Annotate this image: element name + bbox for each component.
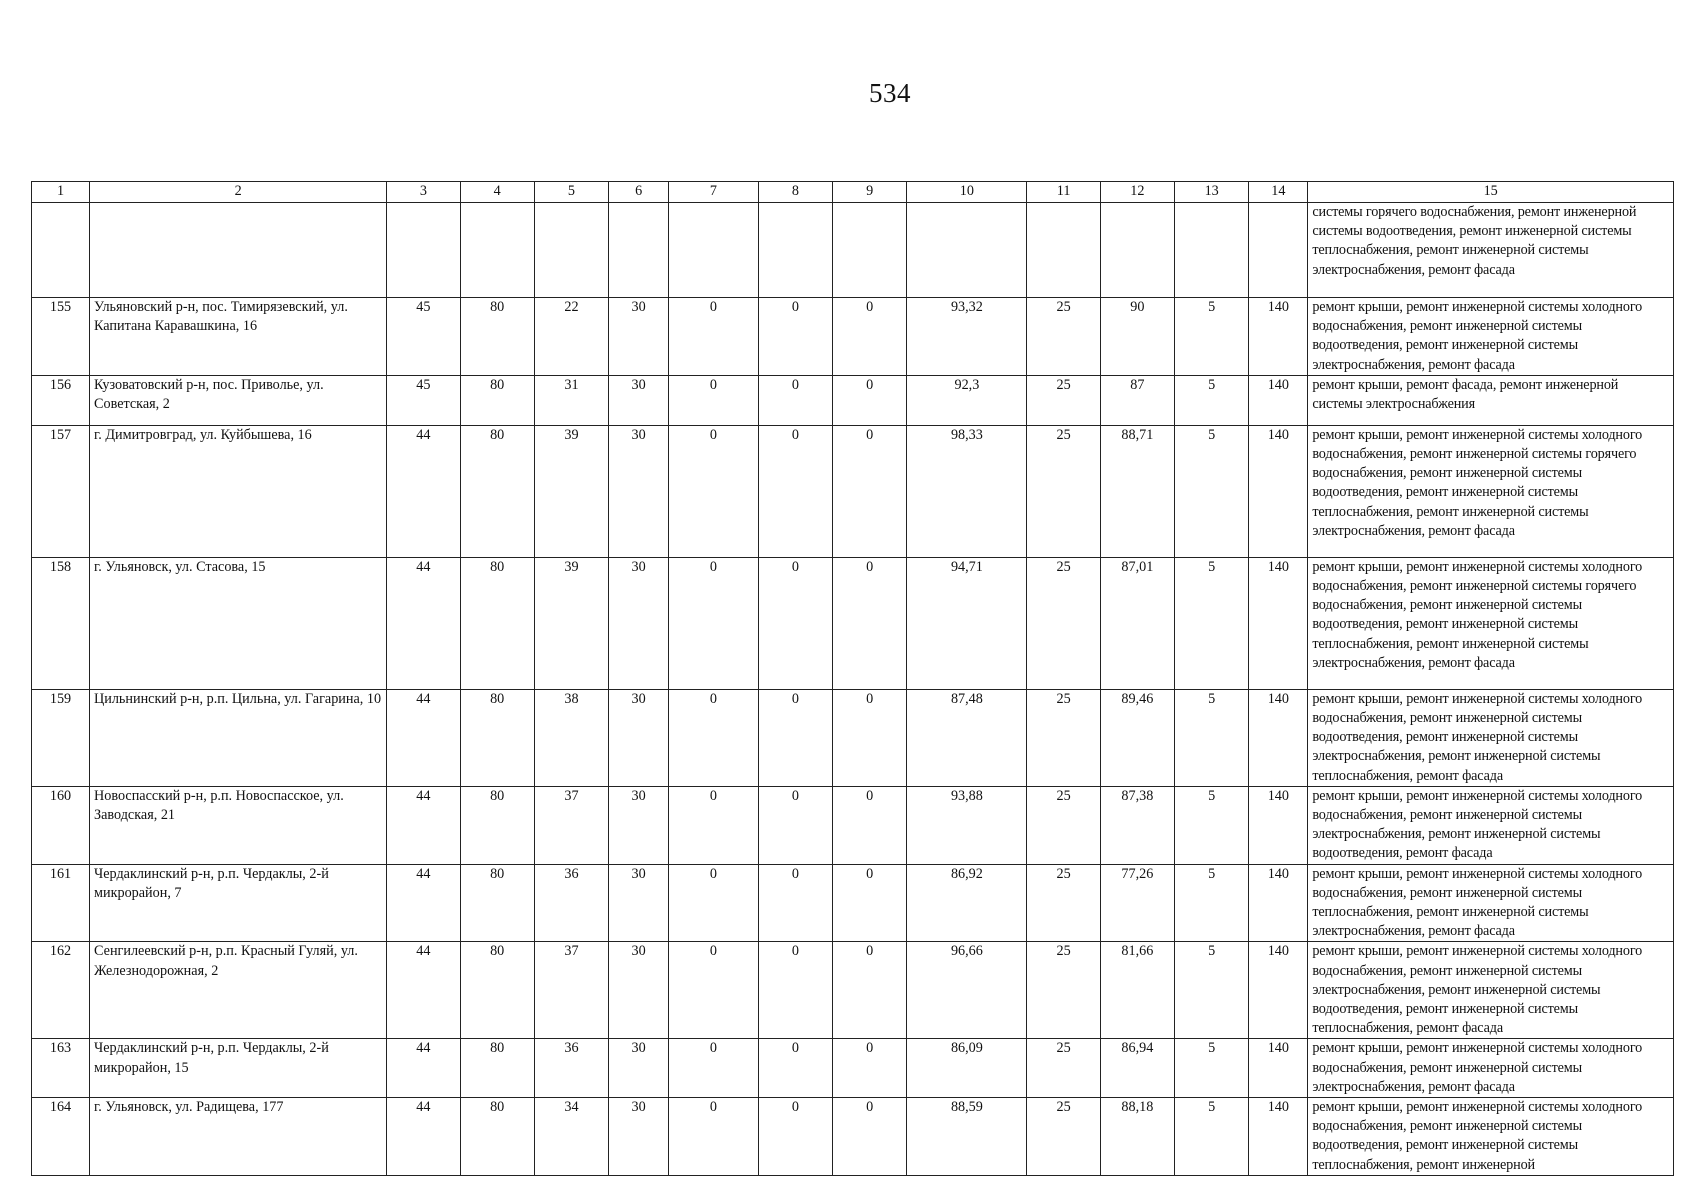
table-row — [32, 942, 1674, 1039]
table-cell: 140 — [1249, 1098, 1308, 1176]
table-cell: 94,71 — [907, 557, 1027, 689]
table-cell: 140 — [1249, 689, 1308, 786]
table-cell: 36 — [534, 864, 608, 942]
table-cell: 30 — [609, 298, 669, 376]
table-cell: 0 — [669, 425, 759, 557]
table-cell: 5 — [1175, 557, 1249, 689]
table-cell — [1027, 203, 1100, 298]
table-cell: 140 — [1249, 1039, 1308, 1098]
column-header: 8 — [758, 182, 832, 203]
table-cell: 0 — [669, 557, 759, 689]
table-cell: 87,48 — [907, 689, 1027, 786]
table-cell — [460, 203, 534, 298]
table-row — [32, 298, 1674, 376]
address-cell: Новоспасский р-н, р.п. Новоспасское, ул. Заводская, 21 — [90, 786, 387, 864]
table-cell: 25 — [1027, 864, 1100, 942]
table-cell: 87,38 — [1100, 786, 1174, 864]
table-cell: 81,66 — [1100, 942, 1174, 1039]
table-cell: 80 — [460, 942, 534, 1039]
table-cell: 30 — [609, 1098, 669, 1176]
table-cell: 77,26 — [1100, 864, 1174, 942]
table-cell: 88,59 — [907, 1098, 1027, 1176]
address-cell: Кузоватовский р-н, пос. Приволье, ул. Советская, 2 — [90, 375, 387, 425]
table-cell: 30 — [609, 375, 669, 425]
table-cell: 93,88 — [907, 786, 1027, 864]
table-cell: 80 — [460, 557, 534, 689]
repair-works-cell: ремонт крыши, ремонт инженерной системы холодного водоснабжения, ремонт инженерной системы водоотведения, ремонт инженерной системы электроснабжения, ремонт фасада — [1308, 298, 1674, 376]
table-cell: 5 — [1175, 942, 1249, 1039]
repair-works-cell: ремонт крыши, ремонт инженерной системы холодного водоснабжения, ремонт инженерной системы теплоснабжения, ремонт инженерной системы электроснабжения, ремонт фасада — [1308, 864, 1674, 942]
table-cell: 0 — [669, 1098, 759, 1176]
repair-works-cell: ремонт крыши, ремонт фасада, ремонт инженерной системы электроснабжения — [1308, 375, 1674, 425]
table-row — [32, 689, 1674, 786]
table-cell: 80 — [460, 689, 534, 786]
address-cell: Цильнинский р-н, р.п. Цильна, ул. Гагарина, 10 — [90, 689, 387, 786]
table-body — [32, 203, 1674, 1176]
row-number-cell: 159 — [32, 689, 90, 786]
row-number-cell: 161 — [32, 864, 90, 942]
table-cell: 25 — [1027, 298, 1100, 376]
column-header: 4 — [460, 182, 534, 203]
table-cell: 0 — [833, 1039, 907, 1098]
repair-works-cell: ремонт крыши, ремонт инженерной системы холодного водоснабжения, ремонт инженерной системы электроснабжения, ремонт инженерной системы водоотведения, ремонт инженерной системы теплоснабжения, ремонт фасада — [1308, 942, 1674, 1039]
repair-works-cell: ремонт крыши, ремонт инженерной системы холодного водоснабжения, ремонт инженерной системы горячего водоснабжения, ремонт инженерной системы водоотведения, ремонт инженерной системы теплоснабжения, ремонт инженерной системы электроснабжения, ремонт фасада — [1308, 425, 1674, 557]
table-cell: 0 — [833, 557, 907, 689]
table-cell: 0 — [669, 786, 759, 864]
row-number-cell: 163 — [32, 1039, 90, 1098]
address-cell: Сенгилеевский р-н, р.п. Красный Гуляй, ул. Железнодорожная, 2 — [90, 942, 387, 1039]
table-cell: 31 — [534, 375, 608, 425]
column-header: 14 — [1249, 182, 1308, 203]
table-cell: 87,01 — [1100, 557, 1174, 689]
table-cell: 44 — [387, 942, 460, 1039]
table-cell: 44 — [387, 864, 460, 942]
table-cell — [1175, 203, 1249, 298]
table-cell: 39 — [534, 557, 608, 689]
row-number-cell: 162 — [32, 942, 90, 1039]
row-number-cell: 160 — [32, 786, 90, 864]
table-cell — [833, 203, 907, 298]
column-header: 7 — [669, 182, 759, 203]
table-cell: 89,46 — [1100, 689, 1174, 786]
table-cell: 25 — [1027, 1039, 1100, 1098]
table-cell: 5 — [1175, 375, 1249, 425]
table-cell: 0 — [833, 942, 907, 1039]
table-cell: 0 — [758, 786, 832, 864]
table-cell: 140 — [1249, 298, 1308, 376]
table-cell: 5 — [1175, 1098, 1249, 1176]
address-cell: г. Димитровград, ул. Куйбышева, 16 — [90, 425, 387, 557]
table-cell: 0 — [669, 942, 759, 1039]
column-header: 9 — [833, 182, 907, 203]
address-cell: Чердаклинский р-н, р.п. Чердаклы, 2-й микрорайон, 15 — [90, 1039, 387, 1098]
table-cell: 80 — [460, 1098, 534, 1176]
column-header: 11 — [1027, 182, 1100, 203]
table-cell: 30 — [609, 786, 669, 864]
table-cell: 0 — [669, 298, 759, 376]
column-header: 12 — [1100, 182, 1174, 203]
table-cell — [32, 203, 90, 298]
table-cell: 25 — [1027, 786, 1100, 864]
table-cell: 5 — [1175, 298, 1249, 376]
table-row — [32, 557, 1674, 689]
table-cell — [90, 203, 387, 298]
table-cell: 140 — [1249, 425, 1308, 557]
table-cell: 30 — [609, 864, 669, 942]
table-cell: 5 — [1175, 425, 1249, 557]
table-cell: 92,3 — [907, 375, 1027, 425]
table-cell: 0 — [833, 375, 907, 425]
table-row — [32, 864, 1674, 942]
table-cell — [387, 203, 460, 298]
table-cell: 44 — [387, 1039, 460, 1098]
table-cell — [534, 203, 608, 298]
table-cell — [758, 203, 832, 298]
table-cell: 44 — [387, 1098, 460, 1176]
table-cell: 34 — [534, 1098, 608, 1176]
table-cell: 36 — [534, 1039, 608, 1098]
table-cell: 80 — [460, 1039, 534, 1098]
table-cell: 45 — [387, 298, 460, 376]
table-cell: 25 — [1027, 557, 1100, 689]
table-cell: 0 — [833, 786, 907, 864]
table-cell: 0 — [669, 689, 759, 786]
table-cell: 86,94 — [1100, 1039, 1174, 1098]
table-cell: 44 — [387, 786, 460, 864]
table-cell: 90 — [1100, 298, 1174, 376]
table-cell: 30 — [609, 942, 669, 1039]
table-cell: 45 — [387, 375, 460, 425]
table-row — [32, 425, 1674, 557]
column-header: 2 — [90, 182, 387, 203]
repair-works-cell: ремонт крыши, ремонт инженерной системы холодного водоснабжения, ремонт инженерной системы электроснабжения, ремонт фасада — [1308, 1039, 1674, 1098]
column-header: 10 — [907, 182, 1027, 203]
table-row — [32, 1098, 1674, 1176]
table-cell: 0 — [758, 689, 832, 786]
table-cell: 0 — [758, 425, 832, 557]
table-cell: 44 — [387, 557, 460, 689]
table-row — [32, 1039, 1674, 1098]
table-cell: 38 — [534, 689, 608, 786]
repair-works-cell: системы горячего водоснабжения, ремонт инженерной системы водоотведения, ремонт инженерной системы теплоснабжения, ремонт инженерной системы электроснабжения, ремонт фасада — [1308, 203, 1674, 298]
table-cell: 0 — [758, 1098, 832, 1176]
table-cell: 30 — [609, 557, 669, 689]
table-cell: 44 — [387, 425, 460, 557]
address-cell: г. Ульяновск, ул. Радищева, 177 — [90, 1098, 387, 1176]
row-number-cell: 158 — [32, 557, 90, 689]
table-cell: 25 — [1027, 375, 1100, 425]
column-number-row — [32, 182, 1674, 203]
table-cell: 25 — [1027, 425, 1100, 557]
table-cell: 0 — [758, 942, 832, 1039]
table-cell — [669, 203, 759, 298]
row-number-cell: 164 — [32, 1098, 90, 1176]
table-cell: 88,18 — [1100, 1098, 1174, 1176]
table-row — [32, 375, 1674, 425]
row-number-cell: 155 — [32, 298, 90, 376]
table-cell: 0 — [758, 557, 832, 689]
table-cell — [1100, 203, 1174, 298]
repair-works-cell: ремонт крыши, ремонт инженерной системы холодного водоснабжения, ремонт инженерной системы водоотведения, ремонт инженерной системы электроснабжения, ремонт инженерной системы теплоснабжения, ремонт фасада — [1308, 689, 1674, 786]
table-cell: 0 — [833, 864, 907, 942]
table-cell: 80 — [460, 298, 534, 376]
table-cell: 98,33 — [907, 425, 1027, 557]
column-header: 1 — [32, 182, 90, 203]
table-cell: 0 — [833, 1098, 907, 1176]
table-cell: 80 — [460, 425, 534, 557]
table-cell: 80 — [460, 375, 534, 425]
table-cell: 5 — [1175, 786, 1249, 864]
table-cell: 0 — [758, 1039, 832, 1098]
table-cell — [609, 203, 669, 298]
table-cell: 0 — [833, 689, 907, 786]
table-cell — [1249, 203, 1308, 298]
table-cell: 30 — [609, 425, 669, 557]
table-cell: 22 — [534, 298, 608, 376]
table-cell: 0 — [758, 375, 832, 425]
table-cell — [907, 203, 1027, 298]
table-cell: 140 — [1249, 786, 1308, 864]
table-cell: 5 — [1175, 1039, 1249, 1098]
table-cell: 25 — [1027, 689, 1100, 786]
table-cell: 93,32 — [907, 298, 1027, 376]
table-cell: 5 — [1175, 689, 1249, 786]
table-row — [32, 786, 1674, 864]
table-cell: 86,09 — [907, 1039, 1027, 1098]
table-cell: 30 — [609, 689, 669, 786]
address-cell: г. Ульяновск, ул. Стасова, 15 — [90, 557, 387, 689]
repair-works-cell: ремонт крыши, ремонт инженерной системы холодного водоснабжения, ремонт инженерной системы электроснабжения, ремонт инженерной системы водоотведения, ремонт фасада — [1308, 786, 1674, 864]
repair-works-cell: ремонт крыши, ремонт инженерной системы холодного водоснабжения, ремонт инженерной системы горячего водоснабжения, ремонт инженерной системы водоотведения, ремонт инженерной системы теплоснабжения, ремонт инженерной системы электроснабжения, ремонт фасада — [1308, 557, 1674, 689]
table-cell: 140 — [1249, 375, 1308, 425]
continuation-row — [32, 203, 1674, 298]
table-cell: 5 — [1175, 864, 1249, 942]
table-cell: 0 — [833, 298, 907, 376]
address-cell: Ульяновский р-н, пос. Тимирязевский, ул. Капитана Каравашкина, 16 — [90, 298, 387, 376]
table-cell: 88,71 — [1100, 425, 1174, 557]
table-header — [32, 182, 1674, 203]
row-number-cell: 156 — [32, 375, 90, 425]
table-cell: 37 — [534, 786, 608, 864]
table-cell: 0 — [758, 298, 832, 376]
table-cell: 0 — [669, 1039, 759, 1098]
table-cell: 25 — [1027, 942, 1100, 1039]
table-cell: 80 — [460, 786, 534, 864]
table-cell: 0 — [758, 864, 832, 942]
column-header: 6 — [609, 182, 669, 203]
table-cell: 140 — [1249, 557, 1308, 689]
column-header: 15 — [1308, 182, 1674, 203]
column-header: 3 — [387, 182, 460, 203]
repair-works-cell: ремонт крыши, ремонт инженерной системы холодного водоснабжения, ремонт инженерной системы водоотведения, ремонт инженерной системы теплоснабжения, ремонт инженерной — [1308, 1098, 1674, 1176]
repair-register-table — [31, 181, 1674, 1176]
table-cell: 140 — [1249, 864, 1308, 942]
table-cell: 37 — [534, 942, 608, 1039]
table-cell: 0 — [669, 375, 759, 425]
table-cell: 140 — [1249, 942, 1308, 1039]
table-cell: 96,66 — [907, 942, 1027, 1039]
column-header: 5 — [534, 182, 608, 203]
table-cell: 44 — [387, 689, 460, 786]
table-cell: 87 — [1100, 375, 1174, 425]
table-cell: 80 — [460, 864, 534, 942]
table-cell: 39 — [534, 425, 608, 557]
column-header: 13 — [1175, 182, 1249, 203]
table-cell: 30 — [609, 1039, 669, 1098]
table-cell: 0 — [669, 864, 759, 942]
table-cell: 0 — [833, 425, 907, 557]
row-number-cell: 157 — [32, 425, 90, 557]
table-cell: 25 — [1027, 1098, 1100, 1176]
address-cell: Чердаклинский р-н, р.п. Чердаклы, 2-й микрорайон, 7 — [90, 864, 387, 942]
table-cell: 86,92 — [907, 864, 1027, 942]
page-number: 534 — [869, 78, 911, 108]
